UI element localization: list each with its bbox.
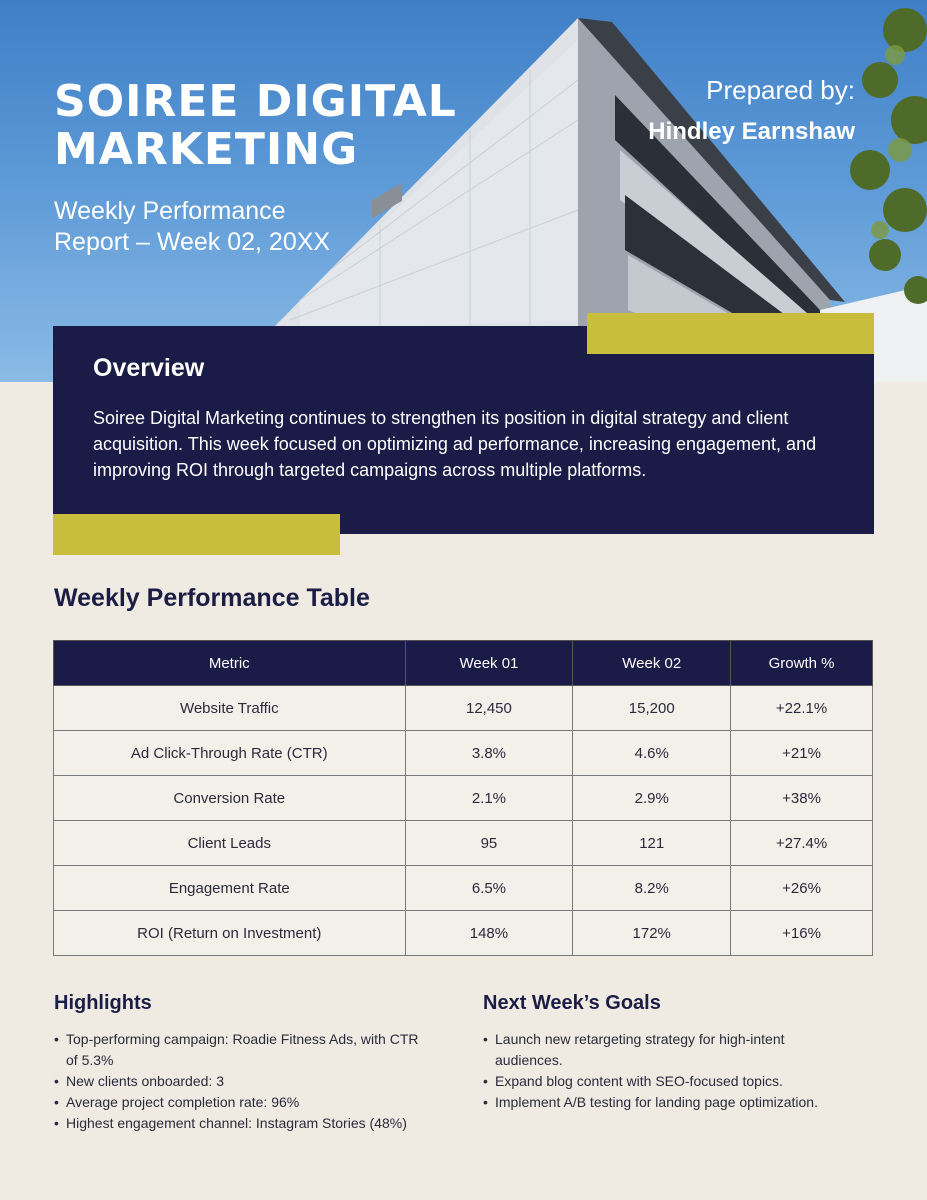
overview-title: Overview [93,354,205,382]
brand-title: SOIREE DIGITAL MARKETING [54,76,457,175]
list-item: • New clients onboarded: 3 [54,1071,424,1092]
table-title: Weekly Performance Table [54,584,370,612]
table-row [54,866,873,911]
cell-growth: +38% [731,776,873,821]
prepared-name: Hindley Earnshaw [648,118,855,145]
cell-week-02: 15,200 [573,686,731,731]
cell-week-02: 121 [573,821,731,866]
accent-bar-bottom [53,514,340,555]
prepared-label: Prepared by: [706,75,855,105]
table-row [54,911,873,956]
performance-table [53,640,873,956]
cell-week-01: 148% [405,911,573,956]
header-week-02: Week 02 [573,641,731,686]
cell-metric: Website Traffic [54,686,406,731]
report-subtitle: Weekly Performance Report – Week 02, 20XX [54,197,331,256]
list-item: • Average project completion rate: 96% [54,1092,424,1113]
goals-section [483,992,853,1113]
overview-card [53,326,874,534]
cell-growth: +22.1% [731,686,873,731]
cell-growth: +16% [731,911,873,956]
overview-body: Soiree Digital Marketing continues to strengthen its position in digital strategy and client acquisition. This week focused on optimizing ad performance, increasing engagement, and improving ROI through targeted campaigns across multiple platforms. [93,408,817,480]
cell-week-02: 2.9% [573,776,731,821]
cell-growth: +21% [731,731,873,776]
cell-week-02: 4.6% [573,731,731,776]
highlights-section [54,992,424,1134]
cell-metric: Client Leads [54,821,406,866]
goals-list [483,1029,853,1113]
list-item: • Top-performing campaign: Roadie Fitness Ads, with CTR of 5.3% [54,1029,424,1071]
table-row [54,776,873,821]
cell-metric: Ad Click-Through Rate (CTR) [54,731,406,776]
cell-week-01: 3.8% [405,731,573,776]
cell-week-02: 172% [573,911,731,956]
list-item: • Launch new retargeting strategy for high-intent audiences. [483,1029,853,1071]
cell-growth: +27.4% [731,821,873,866]
highlights-list [54,1029,424,1134]
header-metric: Metric [54,641,406,686]
cell-week-01: 12,450 [405,686,573,731]
cell-metric: ROI (Return on Investment) [54,911,406,956]
prepared-by [648,74,855,148]
cell-growth: +26% [731,866,873,911]
list-item: • Implement A/B testing for landing page optimization. [483,1092,853,1113]
list-item: • Highest engagement channel: Instagram Stories (48%) [54,1113,424,1134]
table-row [54,821,873,866]
cell-week-01: 2.1% [405,776,573,821]
cell-week-01: 95 [405,821,573,866]
table-row [54,686,873,731]
highlights-title: Highlights [54,992,152,1014]
header-growth: Growth % [731,641,873,686]
table-header-row [54,641,873,686]
cell-metric: Engagement Rate [54,866,406,911]
header-week-01: Week 01 [405,641,573,686]
cell-week-01: 6.5% [405,866,573,911]
cell-week-02: 8.2% [573,866,731,911]
goals-title: Next Week’s Goals [483,992,661,1014]
cell-metric: Conversion Rate [54,776,406,821]
table-row [54,731,873,776]
accent-bar-top [587,313,874,354]
list-item: • Expand blog content with SEO-focused topics. [483,1071,853,1092]
